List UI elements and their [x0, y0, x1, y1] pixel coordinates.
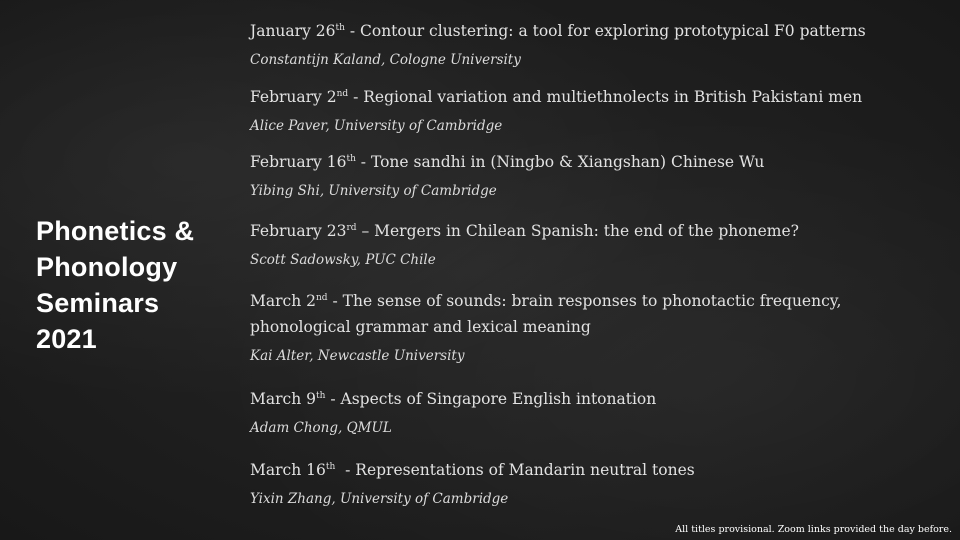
- separator: -: [344, 22, 360, 40]
- date-suffix: th: [315, 391, 326, 401]
- seminar-speaker: Yixin Zhang, University of Cambridge: [250, 491, 509, 507]
- date-suffix: rd: [346, 223, 357, 233]
- date-suffix: nd: [336, 89, 349, 99]
- seminar-speaker: Alice Paver, University of Cambridge: [250, 118, 503, 134]
- seminar-entry: [250, 18, 940, 71]
- date-suffix: th: [325, 462, 336, 472]
- seminar-talk: [250, 149, 940, 175]
- title-line: Phonology: [36, 252, 178, 282]
- date-suffix: th: [346, 154, 356, 164]
- seminar-talk: [250, 18, 940, 44]
- seminar-date: January 26: [250, 22, 336, 40]
- talk-title: Regional variation and multiethnolects in British Pakistani men: [363, 88, 863, 106]
- seminar-entry: [250, 288, 940, 367]
- separator: -: [355, 153, 371, 171]
- seminar-date: February 16: [250, 153, 347, 171]
- talk-title: The sense of sounds: brain responses to phonotactic frequency,: [342, 292, 842, 310]
- seminar-talk: [250, 288, 940, 314]
- separator: –: [356, 222, 375, 240]
- seminar-speaker: Scott Sadowsky, PUC Chile: [250, 252, 436, 268]
- date-suffix: nd: [315, 293, 328, 303]
- seminar-speaker: Adam Chong, QMUL: [250, 420, 392, 436]
- talk-title: Representations of Mandarin neutral tones: [355, 461, 695, 479]
- seminar-entry: [250, 149, 940, 202]
- separator: -: [327, 292, 343, 310]
- slide-title: [36, 213, 226, 357]
- seminar-entry: [250, 457, 940, 510]
- seminar-date: February 23: [250, 222, 347, 240]
- title-line: Phonetics &: [36, 216, 195, 246]
- talk-title: Mergers in Chilean Spanish: the end of the phoneme?: [374, 222, 799, 240]
- footnote: All titles provisional. Zoom links provided the day before.: [675, 524, 952, 535]
- seminar-date: February 2: [250, 88, 337, 106]
- seminar-talk: [250, 386, 940, 412]
- seminar-date: March 9: [250, 390, 316, 408]
- seminar-date: March 2: [250, 292, 316, 310]
- title-line: 2021: [36, 324, 97, 354]
- talk-title: Contour clustering: a tool for exploring prototypical F0 patterns: [360, 22, 866, 40]
- seminar-entry: [250, 386, 940, 439]
- seminar-entry: [250, 84, 940, 137]
- seminar-entry: [250, 218, 940, 271]
- separator: -: [325, 390, 341, 408]
- separator: -: [348, 88, 364, 106]
- seminar-speaker: Kai Alter, Newcastle University: [250, 348, 465, 364]
- seminar-talk: [250, 218, 940, 244]
- date-suffix: th: [335, 23, 345, 33]
- seminar-talk: [250, 84, 940, 110]
- talk-title: Aspects of Singapore English intonation: [340, 390, 657, 408]
- seminar-talk: [250, 457, 940, 483]
- seminar-speaker: Yibing Shi, University of Cambridge: [250, 183, 497, 199]
- title-line: Seminars: [36, 288, 160, 318]
- seminar-date: March 16: [250, 461, 326, 479]
- talk-title: Tone sandhi in (Ningbo & Xiangshan) Chinese Wu: [370, 153, 765, 171]
- separator: -: [335, 461, 356, 479]
- talk-title-continued: phonological grammar and lexical meaning: [250, 318, 591, 336]
- seminar-speaker: Constantijn Kaland, Cologne University: [250, 52, 521, 68]
